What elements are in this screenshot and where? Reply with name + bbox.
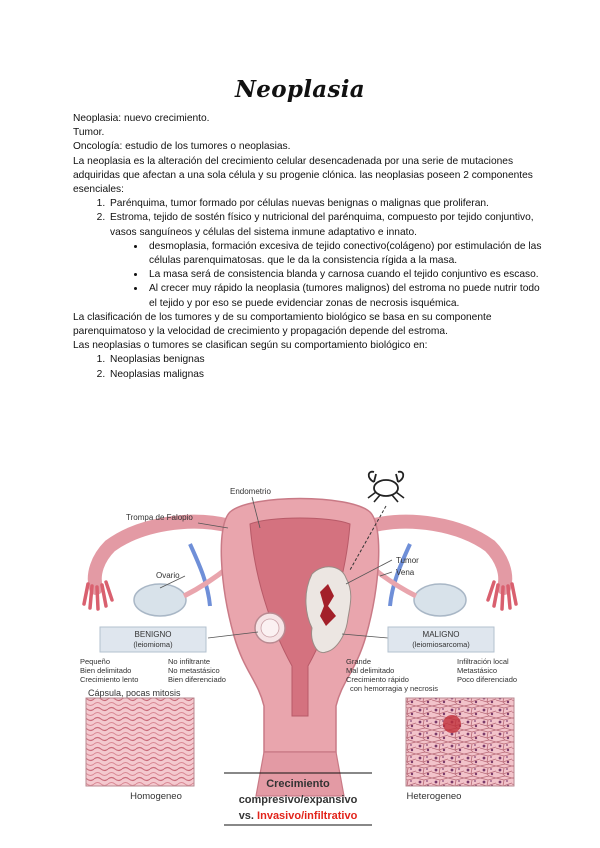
benign-feature: Pequeño: [80, 657, 111, 666]
benign-histology-caption: Homogeneo: [130, 791, 182, 802]
malignant-feature: Infiltración local: [457, 657, 509, 666]
benign-feature: Crecimiento lento: [80, 675, 139, 684]
stroma-bullet-list: [110, 240, 543, 311]
benign-histology: [86, 698, 194, 786]
list-item: [108, 211, 543, 310]
malignant-feature: con hemorragia y necrosis: [350, 684, 438, 693]
bullet-item: • desmoplasia, formación excesiva de tejido conectivo(colágeno) por estimulación de las células parenquimatosas. que le da la consistencia rígida a la masa.: [146, 240, 543, 268]
malignant-title: MALIGNO: [422, 630, 460, 639]
paragraph: Tumor.: [73, 127, 105, 139]
malignant-subtitle: (leiomiosarcoma): [412, 640, 470, 649]
classification-list: [73, 353, 543, 381]
ovario-label: Ovario: [156, 571, 180, 580]
malignant-feature: Metastásico: [457, 666, 498, 675]
bullet-item: • La masa será de consistencia blanda y carnosa cuando el tejido conjuntivo es escaso.: [146, 268, 543, 282]
right-fimbriae: [488, 582, 516, 609]
list-item-text: Estroma, tejido de sostén físico y nutricional del parénquima, compuesto por tejido conjuntivo, vasos sanguíneos y células del sistema inmune adaptativo e innato.: [110, 212, 534, 238]
growth-invasive: Invasivo/infiltrativo: [257, 810, 358, 822]
document-body: [73, 112, 543, 382]
bullet-item: • Al crecer muy rápido la neoplasia (tumores malignos) del estroma no puede nutrir todo el tejido y por eso se puede evidenciar zonas de necrosis isquémica.: [146, 282, 543, 310]
vena-label: Vena: [396, 568, 415, 577]
left-ovary: [134, 584, 186, 616]
paragraph: La clasificación de los tumores y de su comportamiento biológico se basa en su componente parenquimatoso y la velocidad de crecimiento y propagación depende del estroma.: [73, 311, 492, 338]
capsule-note: Cápsula, pocas mitosis: [88, 688, 181, 698]
paragraph: La neoplasia es la alteración del crecimiento celular desencadenada por una serie de mutaciones adquiridas que afectan a una sola célula y su progenie clónica. las neoplasias poseen 2 componentes esenciales:: [73, 155, 533, 196]
list-item: 2. Neoplasias malignas: [108, 368, 543, 382]
malignant-feature: Grande: [346, 657, 372, 666]
right-ovary: [414, 584, 466, 616]
benign-subtitle: (leiomioma): [133, 640, 173, 649]
benign-tumor-core: [261, 619, 279, 637]
benign-feature: Bien delimitado: [80, 666, 132, 675]
growth-line-3: [239, 810, 358, 822]
list-item: 1. Parénquima, tumor formado por células nuevas benignas o malignas que proliferan.: [108, 197, 543, 211]
malignant-histology-caption: Heterogeneo: [406, 791, 462, 802]
malignant-histology: [406, 698, 514, 786]
paragraph: Las neoplasias o tumores se clasifican según su comportamiento biológico en:: [73, 340, 428, 352]
left-fimbriae: [84, 582, 112, 609]
list-item: 1. Neoplasias benignas: [108, 353, 543, 367]
uterus-figure: [80, 466, 520, 834]
malignant-feature: Mal delimitado: [346, 666, 395, 675]
histology-hemorrhage: [443, 715, 461, 733]
endometrio-label: Endometrio: [230, 487, 271, 496]
left-vessel: [190, 544, 210, 606]
trompa-label: Trompa de Falopio: [126, 513, 193, 522]
components-list: [73, 197, 543, 311]
benign-feature: No metastásico: [168, 666, 220, 675]
page-title: Neoplasia: [234, 76, 365, 103]
crab-icon: [368, 472, 404, 502]
paragraph: Oncología: estudio de los tumores o neoplasias.: [73, 141, 291, 153]
malignant-feature: Crecimiento rápido: [346, 675, 409, 684]
malignant-feature: Poco diferenciado: [457, 675, 518, 684]
benign-title: BENIGNO: [134, 630, 172, 639]
benign-feature: Bien diferenciado: [168, 675, 226, 684]
paragraph: Neoplasia: nuevo crecimiento.: [73, 113, 210, 124]
growth-line-2: compresivo/expansivo: [238, 794, 358, 806]
tumor-label: Tumor: [396, 556, 419, 565]
growth-vs: vs.: [238, 810, 254, 822]
benign-feature: No infiltrante: [168, 657, 211, 666]
uterus-illustration: [80, 466, 520, 834]
growth-line-1: Crecimiento: [266, 778, 330, 790]
